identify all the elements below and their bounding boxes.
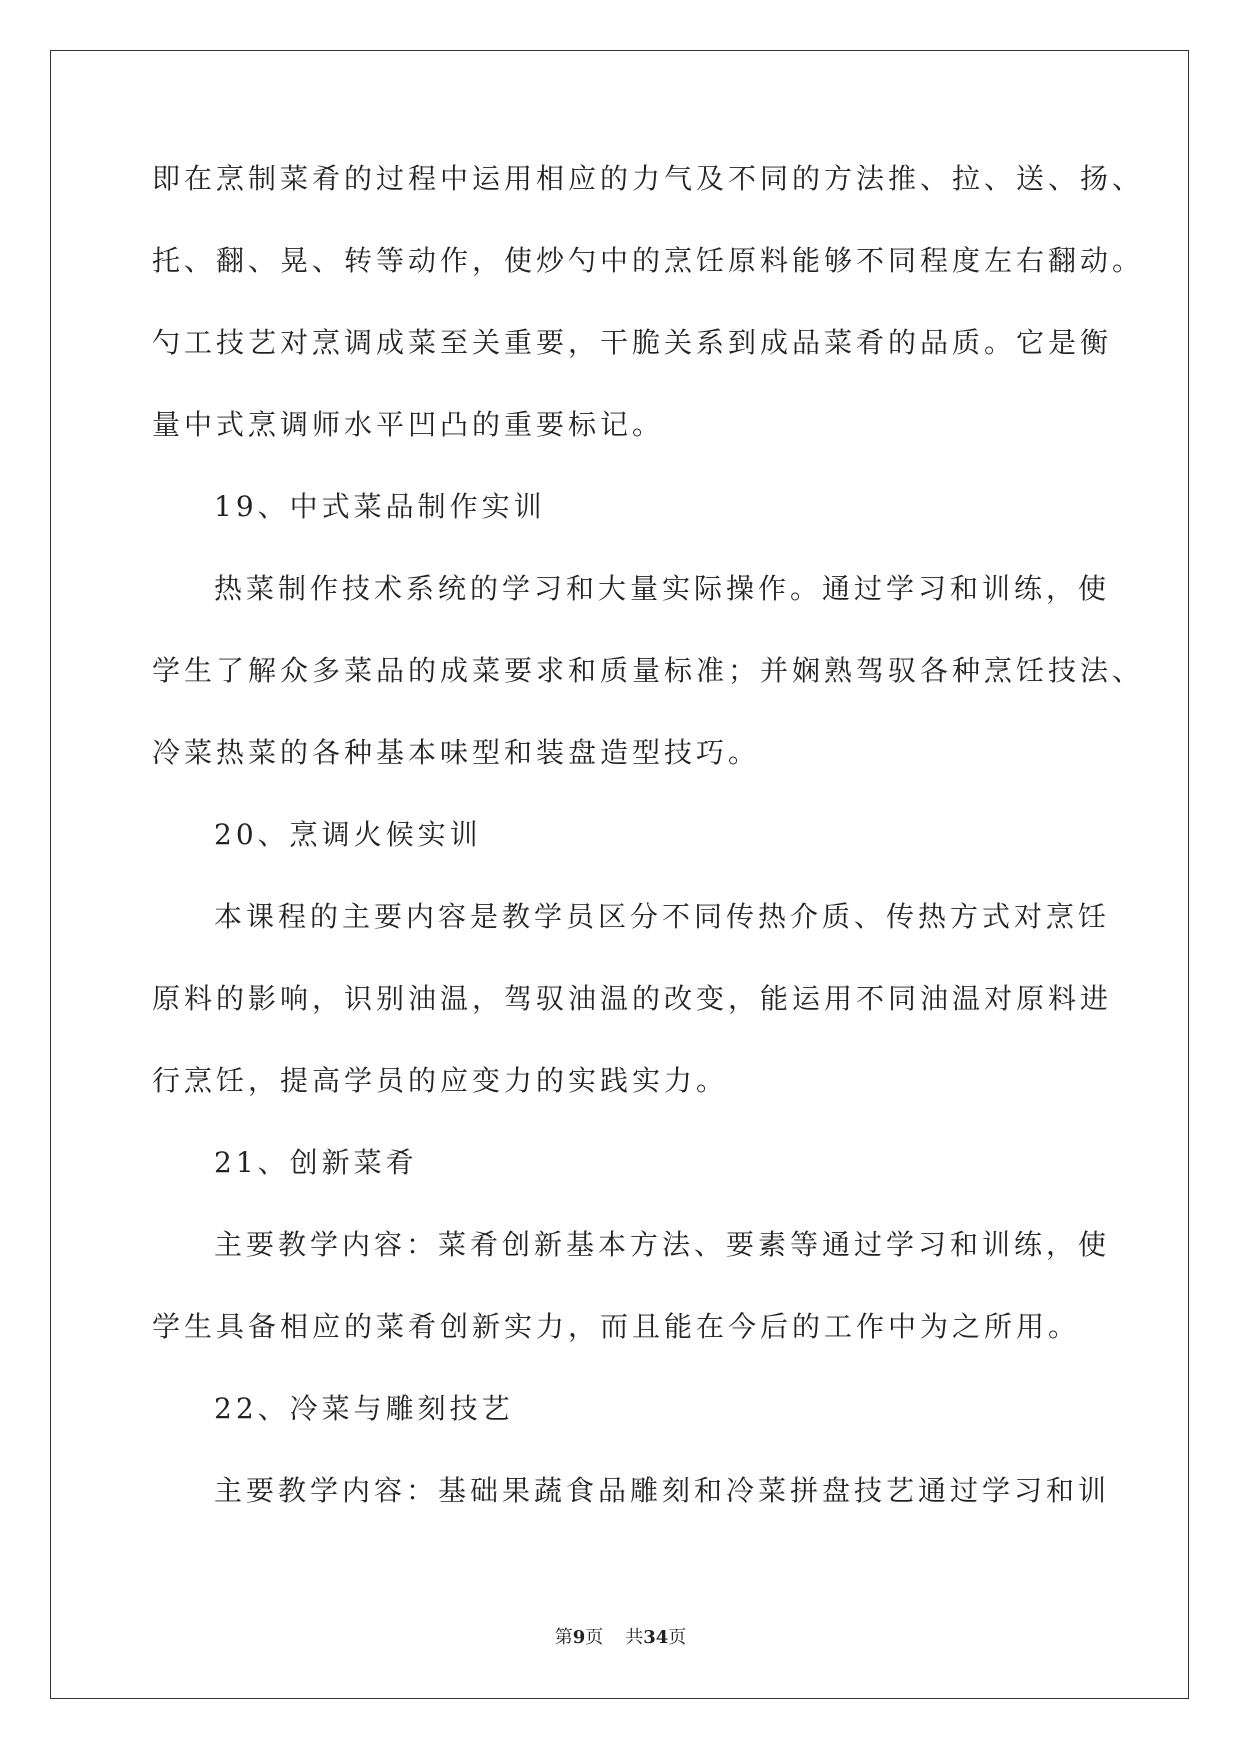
text-line: 托、翻、晃、转等动作，使炒勺中的烹饪原料能够不同程度左右翻动。	[152, 244, 1145, 277]
section-heading: 21、创新菜肴	[214, 1146, 418, 1179]
total-prefix: 共	[625, 1627, 644, 1648]
section-heading: 19、中式菜品制作实训	[214, 490, 546, 523]
text-line: 热菜制作技术系统的学习和大量实际操作。通过学习和训练，使	[214, 572, 1111, 605]
text-line: 主要教学内容：菜肴创新基本方法、要素等通过学习和训练，使	[214, 1228, 1111, 1261]
text-line: 行烹饪，提高学员的应变力的实践实力。	[152, 1064, 729, 1097]
text-line: 原料的影响，识别油温，驾驭油温的改变，能运用不同油温对原料进	[152, 982, 1113, 1015]
text-line: 冷菜热菜的各种基本味型和装盘造型技巧。	[152, 736, 761, 769]
text-line: 量中式烹调师水平凹凸的重要标记。	[152, 408, 665, 441]
page-footer	[0, 1626, 1241, 1650]
text-line: 即在烹制菜肴的过程中运用相应的力气及不同的方法推、拉、送、扬、	[152, 162, 1145, 195]
section-heading: 22、冷菜与雕刻技艺	[214, 1392, 514, 1425]
page-prefix: 第	[554, 1627, 573, 1648]
section-heading: 20、烹调火候实训	[214, 818, 482, 851]
total-pages: 34	[643, 1627, 669, 1648]
text-line: 学生具备相应的菜肴创新实力，而且能在今后的工作中为之所用。	[152, 1310, 1081, 1343]
text-line: 勺工技艺对烹调成菜至关重要，干脆关系到成品菜肴的品质。它是衡	[152, 326, 1113, 359]
text-line: 本课程的主要内容是教学员区分不同传热介质、传热方式对烹饪	[214, 900, 1111, 933]
text-line: 学生了解众多菜品的成菜要求和质量标准；并娴熟驾驭各种烹饪技法、	[152, 654, 1145, 687]
total-suffix: 页	[668, 1627, 687, 1648]
text-line: 主要教学内容：基础果蔬食品雕刻和冷菜拼盘技艺通过学习和训	[214, 1474, 1111, 1507]
page-number: 9	[572, 1627, 586, 1648]
page-suffix: 页	[585, 1627, 604, 1648]
document-body	[152, 162, 1145, 1556]
